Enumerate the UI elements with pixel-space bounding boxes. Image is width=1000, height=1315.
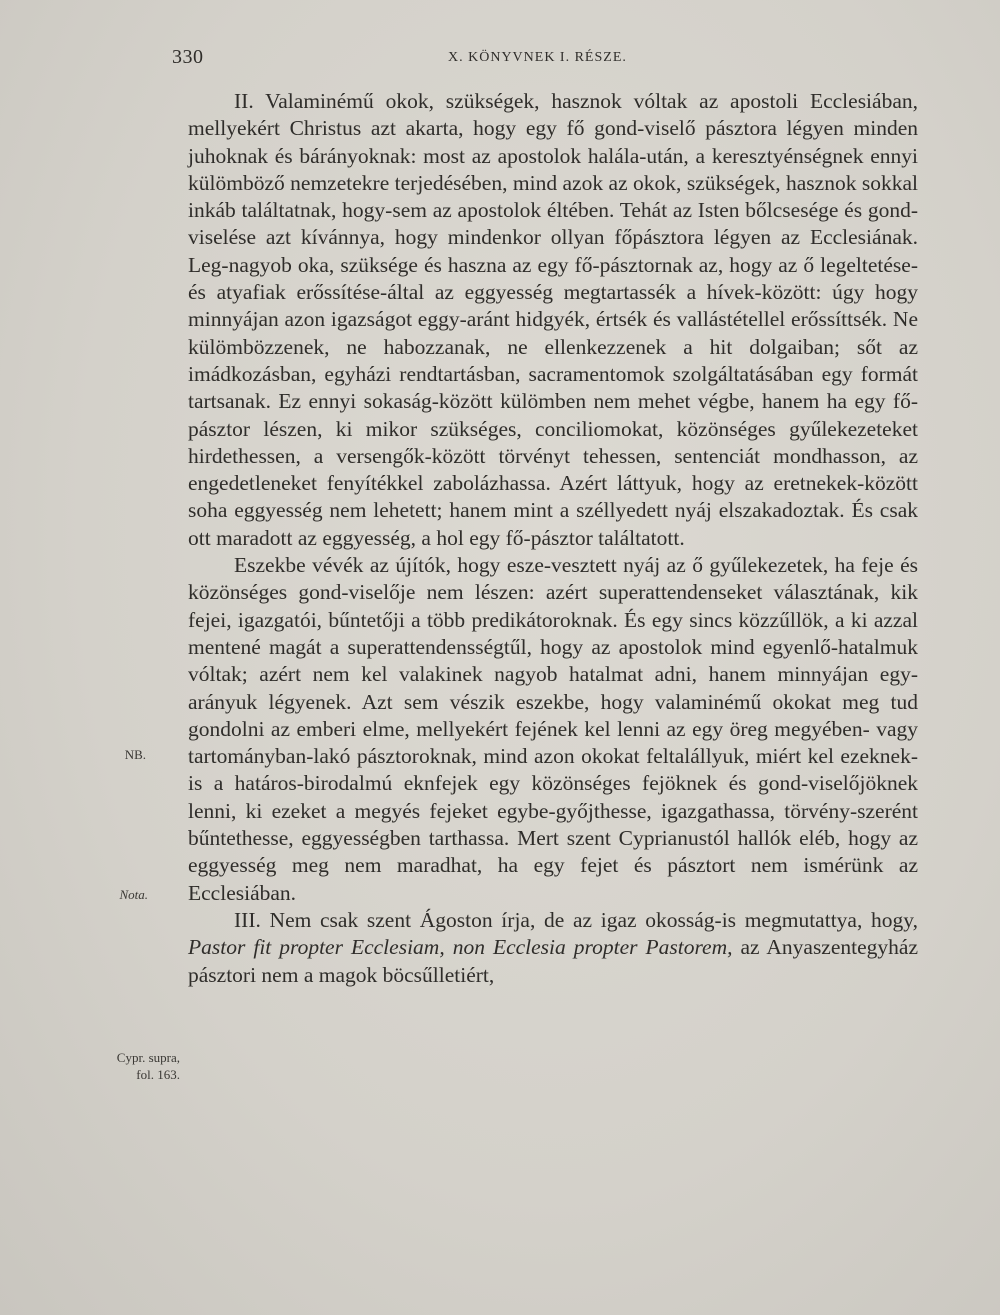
paragraph-eszekbe: Eszekbe vévék az újítók, hogy esze-vesztett nyáj az ő gyűlekezetek, ha feje és közönséges gond-viselője nem lészen: azért superattendenseket választának, kik fejei, igazgatói, bűntetőji a több predikátoroknak. És egy sincs közzűllök, a ki azzal mentené magát a superattendensségtűl, hogy az apostolok mind egyenlő-hatalmuk vóltak; azért nem kel valakinek nagyob hatalmat adni, hanem minnyájan egy-arányuk légyenek. Azt sem vészik eszekbe, hogy valaminémű okokat meg tud gondolni az emberi elme, mellyekért fejének kel lenni az egy öreg megyében- vagy tartományban-lakó pásztoroknak, mind azon okokat feltalállyuk, miért kel ezeknek-is a határos-birodalmú eknfejek egy közönséges fejöknek és gond-viselőjöknek lenni, ki ezeket a megyés fejeket egybe-győjthesse, igazgathassa, törvény-szerént bűntethesse, eggyességben tarthassa. Mert szent Cyprianustól hallók eléb, hogy az eggyesség meg nem maradhat, ha egy fejet és pásztort nem ismérünk az Ecclesiában.	[188, 553, 918, 905]
paragraph-iii-end: az Anyaszentegyház pásztori nem a magok böcsűlletiért,	[188, 935, 918, 987]
paragraph-iii	[188, 907, 918, 989]
paragraph-iii-start: III. Nem csak szent Ágoston írja, de az igaz okosság-is megmutattya, hogy,	[234, 907, 918, 932]
running-head: X. KÖNYVNEK I. RÉSZE.	[448, 50, 627, 65]
margin-note-cyprian-line1: Cypr. supra,	[116, 1050, 180, 1065]
paragraph-ii: II. Valaminémű okok, szükségek, hasznok vóltak az apostoli Ecclesiában, mellyekért Christus azt akarta, hogy egy fő gond-viselő pásztora légyen minden juhoknak és bárányoknak: most az apostolok halála-után, a keresztyénségnek ennyi külömböző nemzetekre terjedésében, mind azok az okok, szükségek, hasznok sokkal inkáb találtatnak, hogy-sem az apostolok éltében. Tehát az Isten bőlcsesége és gond-viselése azt kívánnya, hogy mindenkor ollyan főpásztora légyen az Ecclesiának. Leg-nagyob oka, szüksége és haszna az egy fő-pásztornak az, hogy az ő legeltetése- és atyafiak erőssítése-által az eggyesség megtartassék a hívek-között: úgy hogy minnyájan azon igazságot eggy-aránt hidgyék, értsék és vallástétellel erőssíttsék. Ne külömbözzenek, ne habozzanak, ne ellenkezzenek a hit dolgaiban; sőt az imádkozásban, egyházi rendtartásban, sacramentomok szolgáltatásában egy formát tartsanak. Ez ennyi sokaság-között külömben nem mehet végbe, hanem ha egy fő-pásztor lészen, ki mikor szükséges, conciliomokat, közönséges gyűlekezeteket hirdethessen, a versengők-között törvényt tehessen, sentenciát mondhasson, az engedetleneket fenyítékkel zabolázhassa. Azért láttyuk, hogy az eretnekek-között soha eggyesség nem lehetett; hanem mint a széllyedett nyáj elszakadoztak. És csak ott maradott az eggyesség, a hol egy fő-pásztor találtatott.	[188, 89, 918, 550]
page-header	[0, 44, 1000, 74]
margin-note-nota: Nota.	[119, 887, 148, 902]
margin-note-cyprian	[60, 1049, 180, 1083]
body-text	[188, 88, 918, 989]
margin-note-cyprian-line2: fol. 163.	[136, 1067, 180, 1082]
latin-quote: Pastor fit propter Ecclesiam, non Ecclesia propter Pastorem,	[188, 935, 733, 960]
page-number: 330	[172, 46, 204, 68]
margin-note-nb: NB.	[124, 747, 146, 762]
